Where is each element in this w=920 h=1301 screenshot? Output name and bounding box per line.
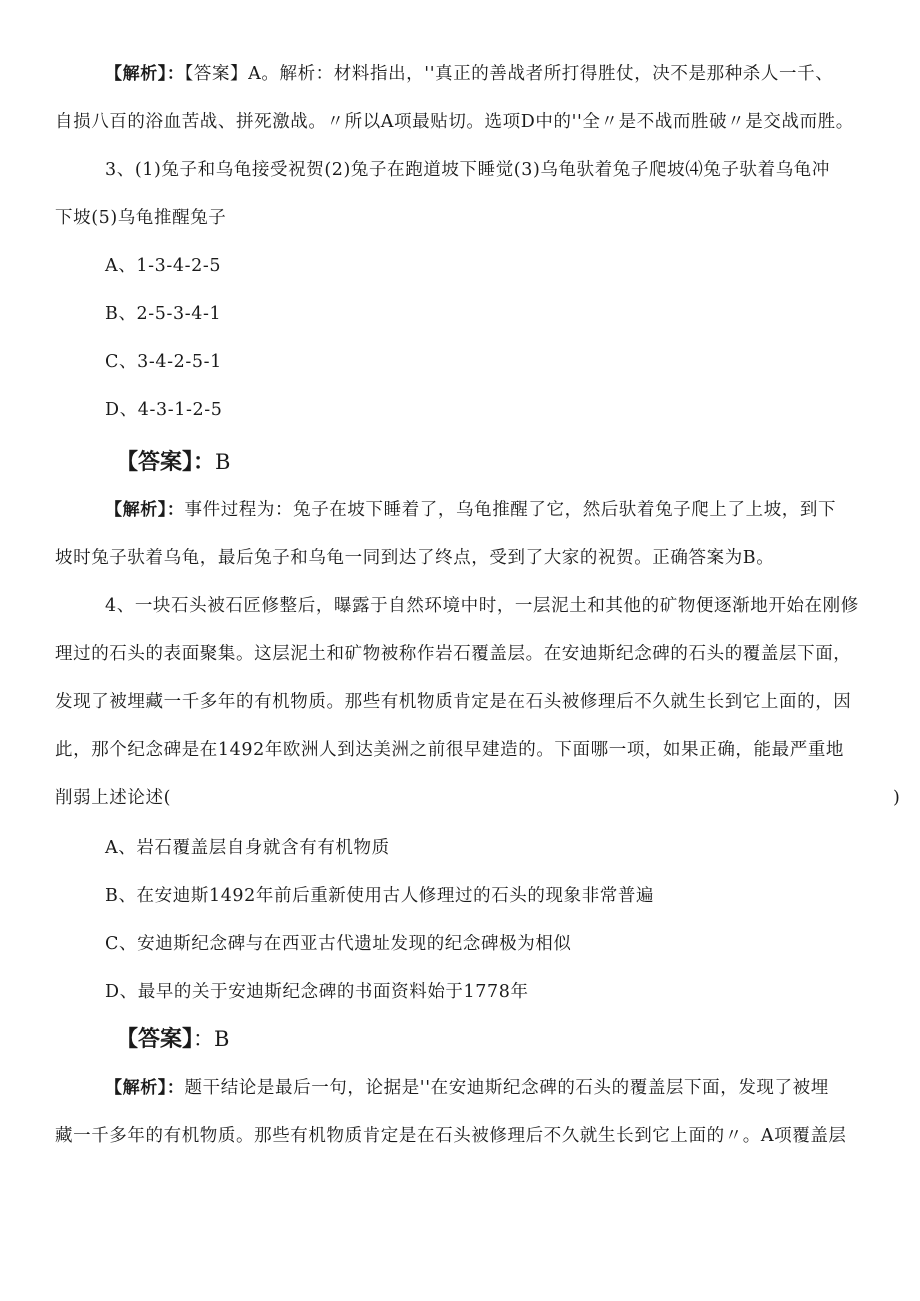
q4-stem-line-5 [55,786,901,810]
q4-option-b: B、在安迪斯1492年前后重新使用古人修理过的石头的现象非常普遍 [105,886,655,906]
q4-stem-line-3: 发现了被埋藏一千多年的有机物质。那些有机物质肯定是在石头被修理后不久就生长到它上面的，因 [55,692,852,712]
explanation-text: 事件过程为：兔子在坡下睡着了，乌龟推醒了它，然后驮着兔子爬上了上坡，到下 [184,500,837,520]
q4-option-d: D、最早的关于安迪斯纪念碑的书面资料始于1778年 [105,982,529,1002]
q4-answer [116,1024,229,1055]
q3-option-a: A、1-3-4-2-5 [105,256,222,276]
q4-explanation-line-1 [105,1076,865,1100]
q3-option-c: C、3-4-2-5-1 [105,352,222,372]
answer-value: B [214,1027,230,1051]
explanation-label: 【解析】： [105,500,185,520]
q4-option-a: A、岩石覆盖层自身就含有有机物质 [105,838,390,858]
explanation-text: 【答案】A。解析：材料指出，''真正的善战者所打得胜仗，决不是那种杀人一千、 [184,64,834,84]
q4-stem-line-2: 理过的石头的表面聚集。这层泥土和矿物被称作岩石覆盖层。在安迪斯纪念碑的石头的覆盖层下面， [55,644,852,664]
q3-explanation-line-2: 坡时兔子驮着乌龟，最后兔子和乌龟一同到达了终点，受到了大家的祝贺。正确答案为B。 [55,548,775,568]
q3-option-d: D、4-3-1-2-5 [105,400,223,420]
explanation-label: 【解析】： [105,1078,185,1098]
q3-stem-line-2: 下坡(5)乌龟推醒兔子 [55,208,227,228]
q2-explanation-line-2: 自损八百的浴血苦战、拼死激战。〃所以A项最贴切。选项D中的''全〃是不战而胜破〃是交战而胜。 [55,112,854,132]
explanation-text: 题干结论是最后一句，论据是''在安迪斯纪念碑的石头的覆盖层下面，发现了被埋 [184,1078,829,1098]
q3-explanation-line-1 [105,498,865,522]
q4-explanation-line-2: 藏一千多年的有机物质。那些有机物质肯定是在石头被修理后不久就生长到它上面的〃。A项覆盖层 [55,1126,847,1146]
q4-stem-line-4: 此，那个纪念碑是在1492年欧洲人到达美洲之前很早建造的。下面哪一项，如果正确，能最严重地 [55,740,845,760]
q4-stem-line-1: 4、一块石头被石匠修整后，曝露于自然环境中时，一层泥土和其他的矿物便逐渐地开始在刚修 [105,596,859,616]
answer-separator: ： [193,1027,215,1051]
answer-label: 【答案】： [116,450,216,475]
answer-label: 【答案】 [116,1027,194,1052]
q4-option-c: C、安迪斯纪念碑与在西亚古代遗址发现的纪念碑极为相似 [105,934,572,954]
blank-close-paren: ) [893,788,901,808]
stem-text: 削弱上述论述( [55,788,172,808]
q3-answer [116,447,230,478]
q3-stem-line-1: 3、(1)兔子和乌龟接受祝贺(2)兔子在跑道坡下睡觉(3)乌龟驮着兔子爬坡⑷兔子驮着乌龟冲 [105,160,830,180]
explanation-label: 【解析】： [105,64,185,84]
q3-option-b: B、2-5-3-4-1 [105,304,222,324]
answer-value: B [215,450,231,474]
q2-explanation-line-1 [105,62,865,86]
